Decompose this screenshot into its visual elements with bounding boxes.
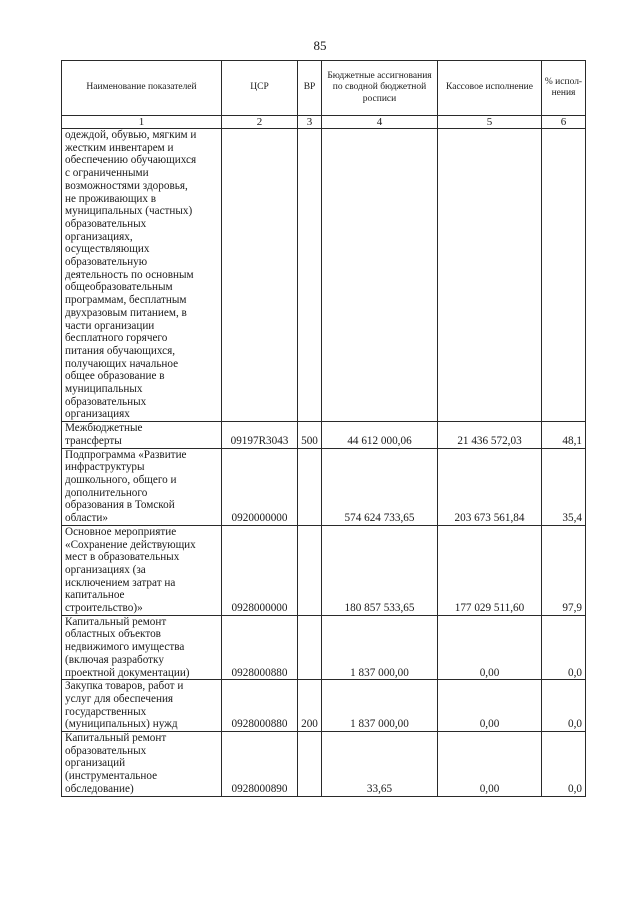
row-csr: 09197R3043 <box>222 422 298 448</box>
row-percent: 0,0 <box>542 680 586 732</box>
table-row <box>62 732 586 797</box>
row-budget <box>322 129 438 422</box>
row-name-text: Закупка товаров, работ и услуг для обеспечения государственных (муниципальных) нужд <box>65 680 184 731</box>
row-vr <box>298 525 322 615</box>
table-row <box>62 448 586 525</box>
row-cash: 177 029 511,60 <box>438 525 542 615</box>
row-cash: 0,00 <box>438 680 542 732</box>
row-cash: 21 436 572,03 <box>438 422 542 448</box>
row-percent: 0,0 <box>542 615 586 680</box>
column-number: 3 <box>298 116 322 129</box>
column-header-csr: ЦСР <box>222 61 298 116</box>
row-percent: 48,1 <box>542 422 586 448</box>
row-name <box>62 422 222 448</box>
column-header-name: Наименование показателей <box>62 61 222 116</box>
row-name-text: Подпрограмма «Развитие инфраструктуры дошкольного, общего и дополнительного образования в Томской области» <box>65 448 187 525</box>
table-header-row <box>62 61 586 116</box>
row-cash: 0,00 <box>438 615 542 680</box>
budget-execution-table <box>61 60 586 797</box>
row-budget: 33,65 <box>322 732 438 797</box>
row-csr: 0928000880 <box>222 680 298 732</box>
table-row <box>62 680 586 732</box>
row-csr <box>222 129 298 422</box>
row-budget: 1 837 000,00 <box>322 615 438 680</box>
column-number-row <box>62 116 586 129</box>
row-csr: 0920000000 <box>222 448 298 525</box>
row-name <box>62 732 222 797</box>
row-vr <box>298 448 322 525</box>
column-header-cash: Кассовое исполнение <box>438 61 542 116</box>
row-budget: 1 837 000,00 <box>322 680 438 732</box>
table-row <box>62 615 586 680</box>
row-vr <box>298 129 322 422</box>
column-header-vr: ВР <box>298 61 322 116</box>
column-header-percent: % испол-нения <box>542 61 586 116</box>
row-percent: 35,4 <box>542 448 586 525</box>
row-vr: 500 <box>298 422 322 448</box>
row-name-text: Капитальный ремонт образовательных организаций (инструментальное обследование) <box>65 732 167 795</box>
row-percent: 97,9 <box>542 525 586 615</box>
row-csr: 0928000880 <box>222 615 298 680</box>
row-csr: 0928000000 <box>222 525 298 615</box>
row-name <box>62 615 222 680</box>
row-csr: 0928000890 <box>222 732 298 797</box>
table-row <box>62 129 586 422</box>
column-number: 4 <box>322 116 438 129</box>
table-row <box>62 422 586 448</box>
row-name <box>62 448 222 525</box>
row-cash: 203 673 561,84 <box>438 448 542 525</box>
row-vr <box>298 732 322 797</box>
row-percent: 0,0 <box>542 732 586 797</box>
table-row <box>62 525 586 615</box>
row-percent <box>542 129 586 422</box>
row-vr: 200 <box>298 680 322 732</box>
row-name-text: Межбюджетные трансферты <box>65 422 143 447</box>
row-cash: 0,00 <box>438 732 542 797</box>
column-number: 1 <box>62 116 222 129</box>
page-number: 85 <box>313 38 327 53</box>
row-name-text: одеждой, обувью, мягким и жестким инвентарем и обеспечению обучающихся с ограниченными возможностями здоровья, не проживающих в муниципальных (частных) образовательных организациях, осуществляющих образовательную деятельность по основным общеобразовательным программам, бесплатным двухразовым питанием, в части организации бесплатного горячего питания обучающихся, получающих начальное общее образование в муниципальных образовательных организациях <box>65 129 197 421</box>
row-cash <box>438 129 542 422</box>
row-name <box>62 680 222 732</box>
column-number: 5 <box>438 116 542 129</box>
column-number: 6 <box>542 116 586 129</box>
row-name <box>62 525 222 615</box>
row-name-text: Капитальный ремонт областных объектов недвижимого имущества (включая разработку проектной документации) <box>65 615 190 679</box>
row-name-text: Основное мероприятие «Сохранение действующих мест в образовательных организациях (за исключением затрат на капитальное строительство)» <box>65 525 196 615</box>
column-header-budget: Бюджетные ассигнования по сводной бюджетной росписи <box>322 61 438 116</box>
row-vr <box>298 615 322 680</box>
column-number: 2 <box>222 116 298 129</box>
row-budget: 44 612 000,06 <box>322 422 438 448</box>
row-budget: 574 624 733,65 <box>322 448 438 525</box>
row-budget: 180 857 533,65 <box>322 525 438 615</box>
row-name <box>62 129 222 422</box>
